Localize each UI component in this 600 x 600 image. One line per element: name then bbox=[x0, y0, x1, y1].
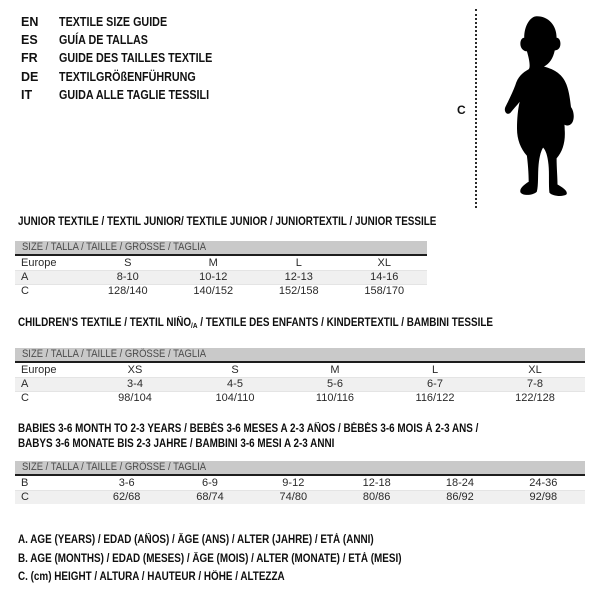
language-code: EN bbox=[21, 15, 39, 29]
size-header-bar bbox=[15, 461, 585, 476]
junior-size-table bbox=[15, 256, 427, 298]
footnote-c bbox=[18, 568, 464, 587]
footnote-text: B. AGE (MONTHS) / EDAD (MESES) / ÂGE (MOIS) / ALTER (MONATE) / ETÀ (MESI) bbox=[18, 552, 402, 565]
language-code: FR bbox=[21, 51, 38, 66]
row-label: Europe bbox=[15, 256, 85, 270]
table-cell: 3-6 bbox=[85, 476, 168, 490]
size-header-text: SIZE / TALLA / TAILLE / GRÖSSE / TAGLIA bbox=[22, 348, 207, 360]
section-babies-textile bbox=[15, 422, 585, 504]
table-row bbox=[15, 284, 427, 298]
table-row bbox=[15, 256, 427, 270]
section-title-line2: BABYS 3-6 MONATE BIS 2-3 JAHRE / BAMBINI 3-6 MESI A 2-3 ANNI bbox=[18, 438, 335, 450]
language-label: GUIDE DES TAILLES TEXTILE bbox=[59, 51, 213, 66]
table-cell: 10-12 bbox=[171, 270, 257, 284]
table-cell: 7-8 bbox=[485, 377, 585, 391]
table-cell: 158/170 bbox=[364, 285, 405, 298]
table-cell: 86/92 bbox=[418, 490, 501, 504]
language-label: GUIDA ALLE TAGLIE TESSILI bbox=[59, 87, 210, 102]
language-code: ES bbox=[21, 33, 38, 48]
table-cell: 3-4 bbox=[85, 377, 185, 391]
size-header-text: SIZE / TALLA / TAILLE / GRÖSSE / TAGLIA bbox=[22, 241, 207, 253]
table-cell: L bbox=[256, 256, 342, 270]
section-title-text bbox=[18, 317, 493, 332]
babies-size-table bbox=[15, 476, 585, 504]
title-subscript: /A bbox=[191, 321, 198, 330]
section-childrens-textile bbox=[15, 317, 585, 405]
table-row bbox=[15, 490, 585, 504]
table-row bbox=[15, 270, 427, 284]
table-row bbox=[15, 391, 585, 405]
section-title bbox=[18, 317, 585, 332]
section-title-text: JUNIOR TEXTILE / TEXTIL JUNIOR/ TEXTILE JUNIOR / JUNIORTEXTIL / JUNIOR TESSILE bbox=[18, 216, 437, 228]
table-cell: S bbox=[85, 256, 171, 270]
language-row-fr bbox=[21, 49, 237, 67]
table-cell: 12-13 bbox=[256, 270, 342, 284]
table-cell: 152/158 bbox=[278, 285, 319, 298]
table-cell: 128/140 bbox=[107, 285, 148, 298]
row-label: A bbox=[15, 270, 85, 284]
table-cell: XL bbox=[342, 256, 428, 270]
language-code: DE bbox=[21, 69, 39, 84]
row-label: A bbox=[15, 377, 85, 391]
table-cell: 4-5 bbox=[185, 377, 285, 391]
table-cell: 24-36 bbox=[502, 476, 585, 490]
table-cell: 6-7 bbox=[385, 377, 485, 391]
row-label: C bbox=[21, 285, 29, 298]
language-row-es bbox=[21, 31, 237, 49]
table-row bbox=[15, 377, 585, 391]
language-row-en bbox=[21, 13, 237, 31]
title-part: CHILDREN'S TEXTILE / TEXTIL NIÑO bbox=[18, 317, 192, 329]
table-cell: 14-16 bbox=[342, 270, 428, 284]
section-title bbox=[18, 216, 437, 228]
section-junior-textile bbox=[15, 216, 437, 298]
table-cell: L bbox=[385, 363, 485, 377]
language-label: TEXTILE SIZE GUIDE bbox=[59, 15, 168, 29]
footnotes bbox=[18, 531, 464, 587]
table-cell: M bbox=[171, 256, 257, 270]
language-row-de bbox=[21, 68, 237, 86]
row-label: B bbox=[15, 476, 85, 490]
table-cell: 5-6 bbox=[285, 377, 385, 391]
section-title bbox=[18, 422, 585, 452]
table-cell: 8-10 bbox=[85, 270, 171, 284]
table-row bbox=[15, 363, 585, 377]
footnote-b bbox=[18, 550, 464, 569]
size-header-bar bbox=[15, 241, 427, 256]
height-measure-label: C bbox=[457, 103, 466, 117]
size-header-text: SIZE / TALLA / TAILLE / GRÖSSE / TAGLIA bbox=[22, 461, 207, 473]
table-cell: 62/68 bbox=[85, 490, 168, 504]
footnote-text: C. (cm) HEIGHT / ALTURA / HAUTEUR / HÖHE / ALTEZZA bbox=[18, 571, 285, 584]
baby-figure bbox=[440, 0, 600, 215]
table-cell: 122/128 bbox=[515, 392, 555, 405]
table-cell: 92/98 bbox=[502, 490, 585, 504]
language-list bbox=[21, 13, 237, 104]
size-header-bar bbox=[15, 348, 585, 363]
language-label: GUÍA DE TALLAS bbox=[59, 33, 148, 48]
language-row-it bbox=[21, 86, 237, 104]
table-cell: M bbox=[285, 363, 385, 377]
footnote-text: A. AGE (YEARS) / EDAD (AÑOS) / ÂGE (ANS) / ALTER (JAHRE) / ETÀ (ANNI) bbox=[18, 534, 374, 546]
table-cell: XL bbox=[485, 363, 585, 377]
table-cell: 68/74 bbox=[168, 490, 251, 504]
table-cell: XS bbox=[85, 363, 185, 377]
table-cell: 9-12 bbox=[252, 476, 335, 490]
table-cell: 6-9 bbox=[168, 476, 251, 490]
section-title-line1: BABIES 3-6 MONTH TO 2-3 YEARS / BEBÉS 3-6 MESES A 2-3 AÑOS / BÉBÉS 3-6 MOIS À 2-3 ANS / bbox=[18, 423, 479, 435]
table-cell: 104/110 bbox=[215, 392, 255, 405]
row-label: C bbox=[21, 392, 29, 405]
footnote-a bbox=[18, 531, 464, 550]
table-cell: S bbox=[185, 363, 285, 377]
table-cell: 110/116 bbox=[315, 392, 355, 405]
table-cell: 80/86 bbox=[335, 490, 418, 504]
table-cell: 98/104 bbox=[118, 392, 152, 405]
table-row bbox=[15, 476, 585, 490]
language-label: TEXTILGRÖßENFÜHRUNG bbox=[59, 69, 196, 84]
row-label: C bbox=[15, 490, 85, 504]
row-label: Europe bbox=[15, 363, 85, 377]
table-cell: 116/122 bbox=[415, 392, 455, 405]
table-cell: 140/152 bbox=[193, 285, 234, 298]
height-dotted-line bbox=[475, 9, 477, 208]
title-part: / TEXTILE DES ENFANTS / KINDERTEXTIL / BAMBINI TESSILE bbox=[197, 317, 493, 329]
table-cell: 18-24 bbox=[418, 476, 501, 490]
baby-silhouette-image bbox=[490, 8, 598, 208]
language-code: IT bbox=[21, 87, 33, 102]
table-cell: 74/80 bbox=[252, 490, 335, 504]
children-size-table bbox=[15, 363, 585, 405]
table-cell: 12-18 bbox=[335, 476, 418, 490]
